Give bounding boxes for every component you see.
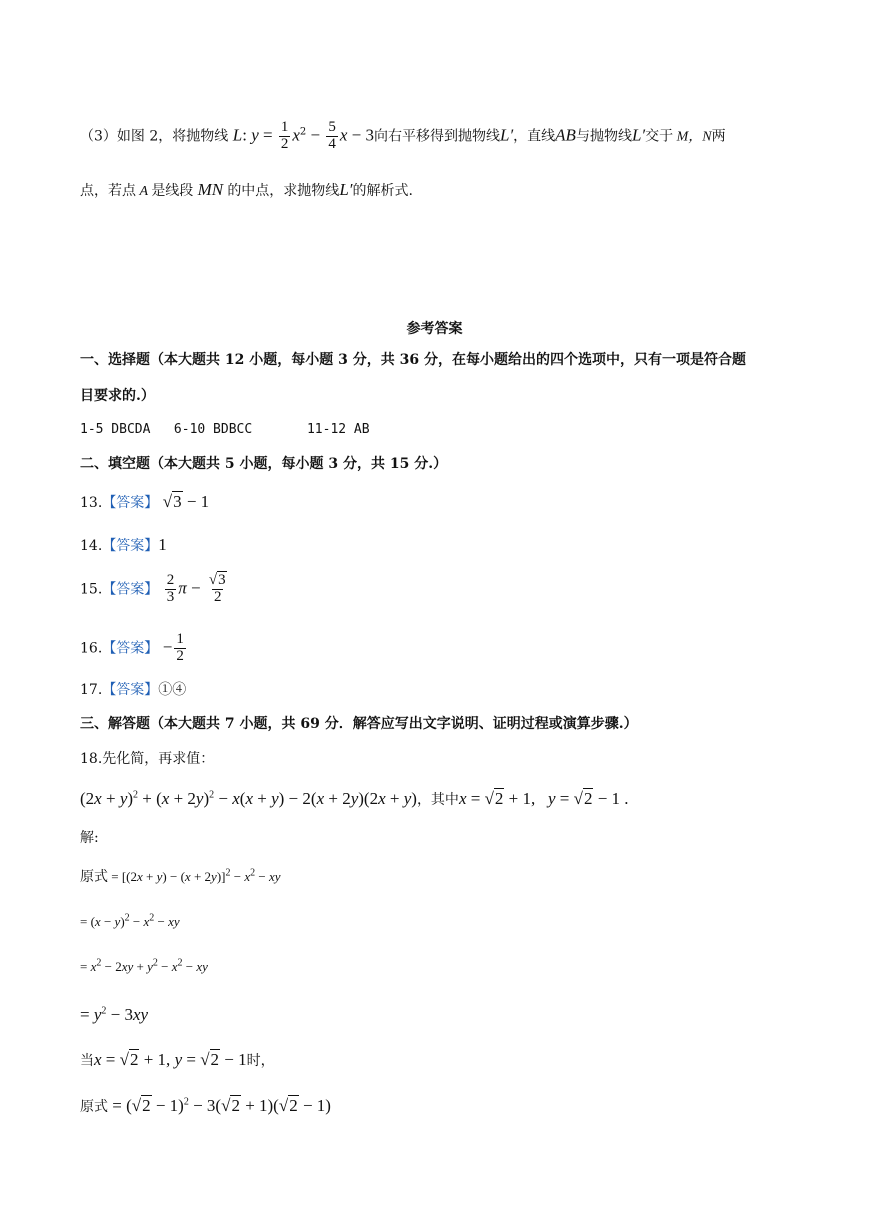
step-text: 原式	[80, 869, 108, 885]
math-symbol: L′	[499, 125, 514, 145]
math-symbol: −	[162, 637, 173, 657]
math-expr: x = √2 + 1, y = √2 − 1	[94, 1050, 247, 1069]
math-symbol: −	[186, 578, 205, 598]
step-5	[80, 1050, 275, 1070]
question-number: 13.	[80, 495, 103, 511]
fraction-1-2	[279, 120, 291, 153]
answer-tag: 【答案】	[102, 640, 159, 657]
math-symbol: − 3	[347, 125, 374, 145]
question-number: 16.	[80, 640, 103, 657]
problem3-text: 交于	[645, 128, 674, 145]
section1-heading: 一、选择题（本大题共 12 小题，每小题 3 分，共 36 分，在每小题给出的四个选项中，只有一项是符合题	[80, 352, 746, 368]
problem3-text: 两	[711, 128, 726, 145]
answers-title: 参考答案	[406, 321, 463, 337]
math-symbol: −	[306, 125, 325, 145]
math-expr: = $[(2x + y) - (x + 2y)]^2 - x^2$ − xy	[108, 867, 281, 884]
problem3-text: 的解析式.	[352, 183, 413, 199]
step-2: = $(x - y)^2 - x^2$ − xy	[80, 912, 180, 929]
answer-16	[80, 632, 188, 665]
question-number: 14.	[80, 538, 103, 554]
answer-tag: 【答案】	[102, 538, 159, 554]
q18-prompt: 18.先化简，再求值：	[80, 751, 215, 767]
problem3-text: ，直线	[513, 128, 556, 145]
problem3-text: 与抛物线	[575, 128, 632, 145]
math-expr: √3 − 1	[162, 492, 210, 511]
q18-expression	[80, 789, 629, 809]
q18-text: ，其中	[416, 792, 459, 808]
math-symbol: π	[178, 578, 187, 598]
math-symbol: y	[251, 125, 259, 145]
math-symbol: L′	[631, 125, 646, 145]
fraction-sqrt3-2: $\frac{√3}{2}$	[208, 572, 226, 605]
answer-13	[80, 492, 209, 512]
step-text: 当	[80, 1053, 94, 1069]
fraction-1-2: $\frac{1}{2}$	[176, 631, 184, 664]
fraction-2-3: $\frac{2}{3}$	[166, 572, 175, 605]
step-4: = $y^2 - 3xy$	[80, 1005, 149, 1024]
answer-tag: 【答案】	[102, 495, 159, 511]
answer-14	[80, 535, 167, 555]
math-sup: 2	[299, 126, 307, 138]
problem3-text: 是线段	[151, 183, 194, 199]
problem3-text: 点，若点	[80, 183, 136, 199]
frac-num: 1	[280, 119, 289, 135]
math-symbol: x	[292, 125, 300, 145]
math-symbol: L′	[339, 180, 353, 199]
choice-answers: 1-5 DBCDA 6-10 BDBCC 11-12 AB	[80, 422, 370, 437]
step-6	[80, 1096, 331, 1116]
answer-tag: 【答案】	[102, 581, 159, 598]
math-expr: = $(√2 - 1)^2 - 3(√2 + 1)(√2 - 1)$	[108, 1096, 331, 1115]
step-text: 原式	[80, 1099, 108, 1115]
answer-tag: 【答案】	[102, 682, 159, 698]
section2-heading: 二、填空题（本大题共 5 小题，每小题 3 分，共 15 分.）	[80, 456, 448, 472]
question-number: 17.	[80, 682, 103, 698]
problem3-text: 如图 2，将抛物线	[116, 128, 229, 145]
answer-17	[80, 682, 186, 699]
problem3-label: （3）	[80, 128, 117, 145]
answer-15	[80, 573, 231, 606]
math-symbol: AB	[555, 125, 576, 145]
step-1	[80, 869, 281, 886]
math-symbol: M，N	[673, 129, 712, 145]
question-number: 15.	[80, 581, 103, 598]
math-symbol: :	[242, 125, 252, 145]
solution-label: 解:	[80, 830, 99, 846]
answer-value: ①④	[158, 682, 187, 698]
parabola-L-equation: L	[232, 125, 243, 145]
problem3-text: 向右平移得到抛物线	[373, 128, 500, 145]
math-symbol: A	[136, 184, 152, 199]
answer-value: 1	[158, 535, 167, 554]
section1-heading-cont: 目要求的.）	[80, 388, 155, 404]
problem3-line2	[80, 180, 413, 201]
problem3-text: 的中点，求抛物线	[227, 183, 340, 199]
math-symbol: x	[339, 125, 348, 145]
math-expr: x = √2 + 1, y = √2 − 1 .	[458, 789, 629, 808]
frac-den: 2	[280, 135, 289, 152]
step-text: 时，	[246, 1053, 275, 1069]
math-symbol: =	[258, 125, 277, 145]
frac-num: 5	[328, 119, 336, 135]
math-symbol: MN	[193, 180, 228, 199]
math-expr: $(2x + y)^2 + (x + 2y)^2 - x(x + y) - 2(x + 2y)(2x + y)$	[80, 789, 417, 808]
fraction-5-4	[326, 120, 338, 153]
step-3: = $x^2 - 2xy + y^2 - x^2$ − xy	[80, 957, 208, 974]
frac-den: 4	[328, 135, 336, 152]
section3-heading: 三、解答题（本大题共 7 小题，共 69 分．解答应写出文字说明、证明过程或演算步骤.）	[80, 716, 638, 732]
problem3-line1	[80, 120, 726, 153]
